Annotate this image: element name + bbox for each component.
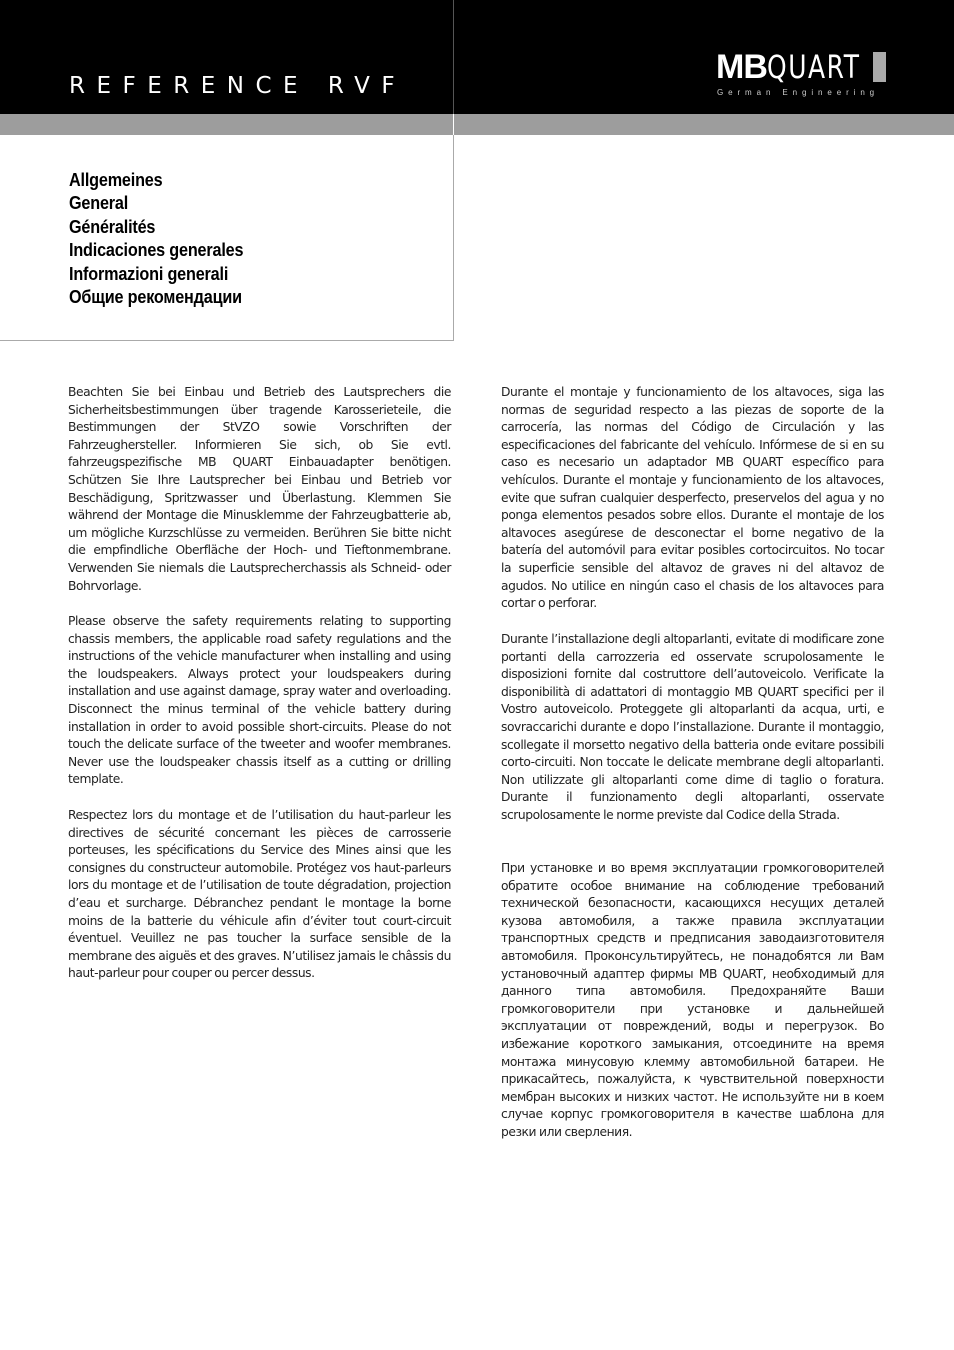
paragraph-spanish: Durante el montaje y funcionamiento de los altavoces, siga las normas de seguridad respecto a las piezas de soporte de la carrocería, las normas del Código de Circulación y las especificaciones del fabricante del vehículo. Infórmese de si en su caso es necesario un adaptador MB QUART específico para vehículos. Durante el montaje y funcionamiento de los altavoces, evite que sufran cualquier desperfecto, preservelos del agua y no ponga elementos pesados sobre ellos. Durante el montaje de los altavoces asegúrese de desconectar el borne negativo de la batería del automóvil para evitar posibles cortocircuitos. No tocar la superficie sensible del altavoz de graves ni del altavoz de agudos. No utilice en ningún caso el chasis de los altavoces para cortar o perforar. [501,385,884,611]
paragraph-italian: Durante l’installazione degli altoparlanti, evitate di modificare zone portanti della carrozzeria ed osservate scrupolosamente le disposizioni fornite dal costruttore dell’autoveicolo. Verificate la disponibilità di adattatori di montaggio MB QUART specifici per il Vostro autoveicolo. Proteggete gli altoparlanti da acqua, urti, e sovraccarichi durante e dopo l’installazione. Durante il montaggio, scollegate il morsetto negativo della batteria onde evitare possibili corto-circuiti. Non toccate le delicate membrane degli altoparlanti. Non utilizzate gli altoparlanti come dime di taglio o foratura. Durante il funzionamento degli altoparlanti, osservate scrupolosamente le norme previste dal Codice della Strada. [501,632,884,822]
logo-quart: QUART [766,48,861,86]
paragraph-english: Please observe the safety requirements relating to supporting chassis members, the applicable road safety regulations and the instructions of the vehicle manufacturer when installing and using the loudspeakers. Always protect your loudspeakers during installation and use against damage, spray water and overloading. Disconnect the minus terminal of the vehicle battery during installation in order to avoid possible short-circuits. Please do not touch the delicate surface of the tweeter and woofer membranes. Never use the loudspeaker chassis itself as a cutting or drilling template. [68,614,451,787]
heading-it: Informazioni generali [69,263,229,284]
heading-fr: Généralités [69,216,156,237]
mb-quart-logo [716,50,888,100]
logo-tagline: German Engineering [717,88,880,97]
heading-de: Allgemeines [69,170,163,190]
header-divider [453,0,454,114]
logo-block-icon [873,52,886,82]
paragraph-german: Beachten Sie bei Einbau und Betrieb des Lautsprechers die Sicherheitsbestimmungen über tragende Karosserieteile, die Bestimmungen der StVZO sowie Vorschriften der Fahrzeughersteller. Informieren Sie sich, ob Sie evtl. fahrzeugspezifische MB QUART Einbauadapter benötigen. Schützen Sie Ihre Lautsprecher bei Einbau und Betrieb vor Beschädigung, Spritzwasser und Überlastung. Klemmen Sie während der Montage die Minusklemme der Fahrzeugbatterie ab, um mögliche Kurzschlüsse zu vermeiden. Berühren Sie bitte nicht die empfindliche Oberfläche der Hoch- und Tieftonmembrane. Verwenden Sie niemals die Lautsprecherchassis als Schneid- oder Bohrvorlage. [68,385,451,593]
heading-en: General [69,193,129,214]
heading-ru: Общие рекомендации [69,287,242,308]
grey-band-divider [453,114,454,135]
section-headings [69,169,263,309]
logo-wordmark [716,50,887,91]
logo-mb: MB [716,48,767,86]
paragraph-russian: При установке и во время эксплуатации громкоговорителей обратите особое внимание на соблюдение требований технической безопасности, касающихся несущих деталей кузова автомобиля, а также правила эксплуатации транспортных средств и предписания заводаизготовителя автомобиля. Проконсультируйтесь, не понадобятся ли Вам установочный адаптер фирмы MB QUART, необходимый для данного типа автомобиля. Предохраняйте Ваши громкоговорители при установке и дальнейшей эксплуатации от повреждений, воды и перегрузок. Во избежание короткого замыкания, отсоедините на время монтажа минусовую клемму автомобильной батареи. Не прикасайтесь, пожалуйста, к чувствительной поверхности мембран высоких и низких частот. Не используйте ни в коем случае корпус громкоговорителя в качестве шаблона для резки или сверления. [501,861,884,1139]
page-header [0,0,954,114]
series-title: REFERENCE RVF [69,73,407,99]
paragraph-french: Respectez lors du montage et de l’utilisation du haut-parleur les directives de sécurité concernant les pièces de carrosserie porteuses, les spécifications du Service des Mines ainsi que les consignes du constructeur automobile. Protégez vos haut-parleurs lors du montage et de l’utilisation de toute dégradation, projection d’eau et surcharge. Débranchez pendant le montage la borne moins de la batterie du véhicule afin d’éviter tout court-circuit éventuel. Veuillez ne pas toucher la surface sensible de la membrane des aiguës et des graves. N’utilisez jamais le châssis du haut-parleur pour couper ou percer dessus. [68,808,451,981]
heading-es: Indicaciones generales [69,240,244,261]
grey-band [0,114,954,135]
